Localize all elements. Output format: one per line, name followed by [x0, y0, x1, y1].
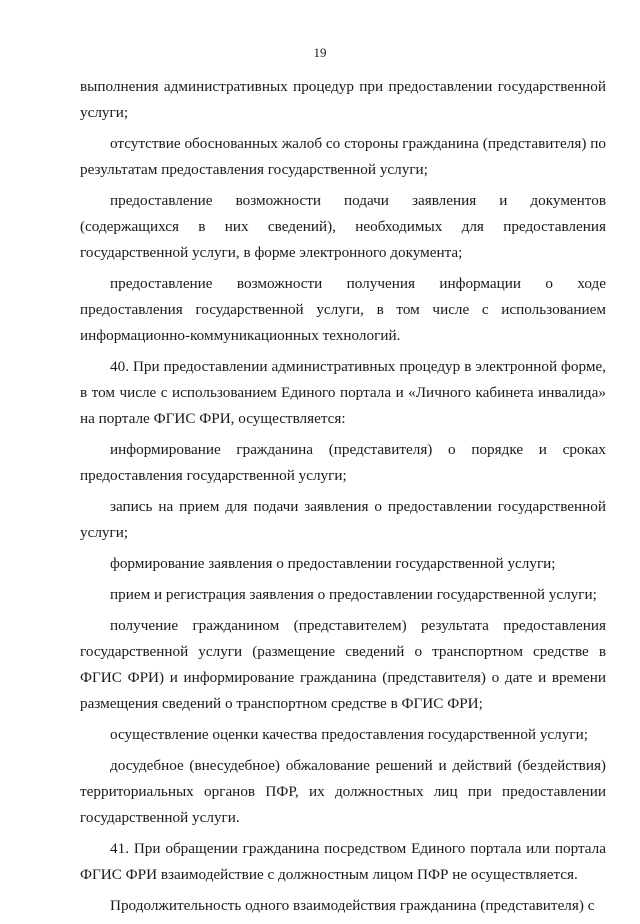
paragraph: досудебное (внесудебное) обжалование решений и действий (бездействия) территориальных органов ПФР, их должностных лиц при предоставлении государственной услуги. — [80, 757, 606, 826]
paragraph: предоставление возможности подачи заявления и документов (содержащихся в них сведений), необходимых для предоставления государственной услуги, в форме электронного документа; — [80, 192, 606, 261]
paragraph: отсутствие обоснованных жалоб со стороны гражданина (представителя) по результатам предоставления государственной услуги; — [80, 135, 606, 178]
paragraph: информирование гражданина (представителя) о порядке и сроках предоставления государственной услуги; — [80, 441, 606, 484]
document-body — [80, 74, 606, 924]
paragraph: запись на прием для подачи заявления о предоставлении государственной услуги; — [80, 498, 606, 541]
paragraph: выполнения административных процедур при предоставлении государственной услуги; — [80, 78, 606, 121]
paragraph: формирование заявления о предоставлении государственной услуги; — [110, 555, 556, 572]
paragraph: осуществление оценки качества предоставления государственной услуги; — [110, 726, 588, 743]
paragraph: получение гражданином (представителем) результата предоставления государственной услуги (размещение сведений о транспортном средстве в ФГИС ФРИ) и информирование гражданина (представителя) о дате и времени размещения сведений о транспортном средстве в ФГИС ФРИ; — [80, 617, 606, 712]
paragraph: 40. При предоставлении административных процедур в электронной форме, в том числе с использованием Единого портала и «Личного кабинета инвалида» на портале ФГИС ФРИ, осуществляется: — [80, 358, 606, 427]
paragraph: Продолжительность одного взаимодействия гражданина (представителя) с — [110, 897, 595, 914]
paragraph: 41. При обращении гражданина посредством Единого портала или портала ФГИС ФРИ взаимодействие с должностным лицом ПФР не осуществляется. — [80, 840, 606, 883]
page-number: 19 — [313, 45, 327, 60]
paragraph: предоставление возможности получения информации о ходе предоставления государственной услуги, в том числе с использованием информационно-коммуникационных технологий. — [80, 275, 606, 344]
paragraph: прием и регистрация заявления о предоставлении государственной услуги; — [110, 586, 597, 603]
